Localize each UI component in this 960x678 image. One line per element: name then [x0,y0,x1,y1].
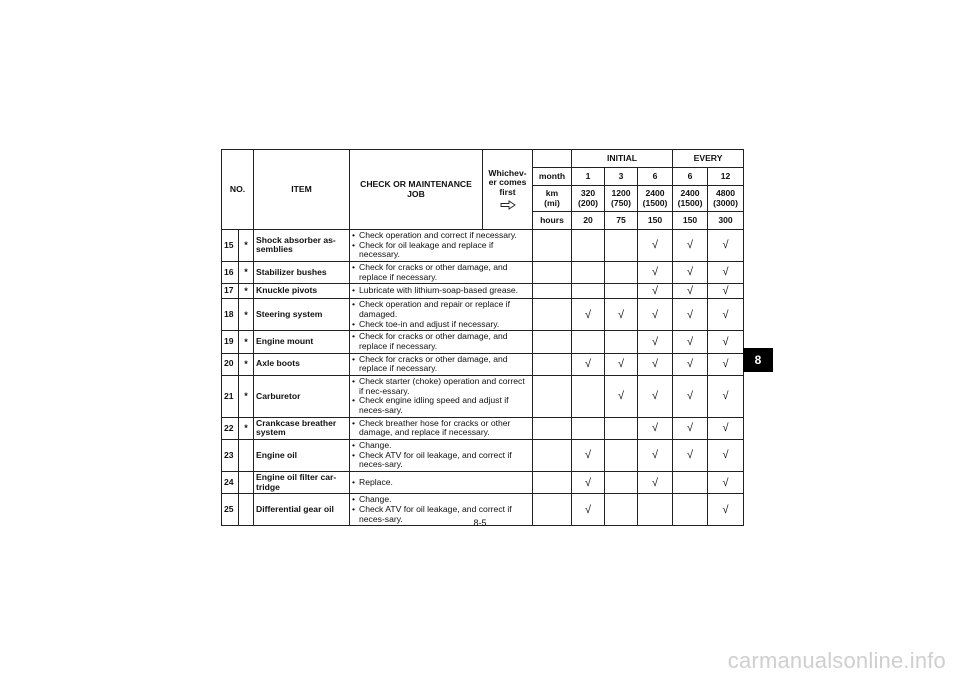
job-text: Check operation and repair or replace if damaged. [359,299,510,320]
interval-check: √ [708,353,744,375]
dealer-service-mark: * [239,230,254,262]
interval-check: √ [572,353,605,375]
job-line [352,451,530,470]
job-text: Change. [359,494,392,505]
section-tab: 8 [743,348,773,372]
job-text: Check operation and correct if necessary. [359,230,517,240]
interval-check: √ [708,230,744,262]
page-number: 8-5 [473,518,487,528]
interval-spacer [533,299,572,331]
table-row [222,472,744,494]
interval-check: √ [638,230,673,262]
bullet-icon: • [352,440,356,451]
bullet-icon: • [352,476,356,487]
row-jobs [350,353,533,375]
header-month-label: month [533,168,572,186]
row-number: 23 [222,440,239,472]
job-text: Check for cracks or other damage, and replace if necessary. [359,261,508,282]
row-number: 24 [222,472,239,494]
job-line [352,377,530,396]
row-number: 25 [222,494,239,526]
interval-check [572,261,605,283]
interval-check: √ [673,299,708,331]
dealer-service-mark: * [239,284,254,299]
interval-spacer [533,230,572,262]
interval-check [605,417,638,439]
interval-check: √ [638,472,673,494]
interval-check: √ [638,353,673,375]
interval-check [605,331,638,353]
hours-value: 20 [572,212,605,230]
row-item: Axle boots [254,353,350,375]
interval-check: √ [708,331,744,353]
row-item: Engine oil [254,440,350,472]
interval-check: √ [708,375,744,417]
header-check-job: CHECK OR MAINTENANCE JOB [350,150,483,230]
row-jobs [350,230,533,262]
month-value: 1 [572,168,605,186]
km-value: 4800 (3000) [708,186,744,212]
table-row [222,375,744,417]
interval-check [572,230,605,262]
row-jobs [350,284,533,299]
header-item: ITEM [254,150,350,230]
interval-check [605,440,638,472]
row-jobs [350,375,533,417]
row-jobs [350,261,533,283]
interval-check: √ [638,261,673,283]
interval-check: √ [708,261,744,283]
row-jobs [350,417,533,439]
interval-check: √ [605,375,638,417]
interval-spacer [533,417,572,439]
table-row [222,440,744,472]
row-item: Carburetor [254,375,350,417]
bullet-icon: • [352,318,356,329]
km-value: 320 (200) [572,186,605,212]
job-line [352,300,530,319]
interval-check: √ [638,331,673,353]
row-number: 17 [222,284,239,299]
job-line [352,263,530,282]
dealer-service-mark: * [239,331,254,353]
row-number: 15 [222,230,239,262]
job-text: Change. [359,440,392,451]
row-item: Crankcase breather system [254,417,350,439]
bullet-icon: • [352,504,356,514]
interval-check: √ [638,440,673,472]
interval-check: √ [572,472,605,494]
interval-check [673,472,708,494]
row-number: 16 [222,261,239,283]
table-row [222,331,744,353]
job-line [352,355,530,374]
dealer-service-mark: * [239,353,254,375]
bullet-icon: • [352,261,356,272]
job-line [352,419,530,438]
interval-check [572,284,605,299]
row-jobs [350,331,533,353]
job-text: Check for cracks or other damage, and replace if necessary. [359,331,508,351]
job-line [352,396,530,415]
maintenance-table [221,149,744,526]
arrow-right-icon [500,200,516,210]
interval-check: √ [673,230,708,262]
row-jobs [350,472,533,494]
job-text: Check breather hose for cracks or other damage, and replace if necessary. [359,417,511,438]
row-jobs [350,299,533,331]
bullet-icon: • [352,494,356,505]
bullet-icon: • [352,285,356,296]
dealer-service-mark [239,472,254,494]
header-whichever: Whichev- er comes first [483,150,533,230]
row-jobs [350,440,533,472]
interval-check: √ [673,417,708,439]
watermark: carmanualsonline.info [727,648,946,673]
dealer-service-mark: * [239,299,254,331]
dealer-service-mark: * [239,375,254,417]
job-line [352,241,530,260]
job-line [352,286,530,296]
interval-check: √ [572,440,605,472]
table-row [222,353,744,375]
interval-spacer [533,472,572,494]
interval-check [572,375,605,417]
interval-check: √ [638,299,673,331]
dealer-service-mark: * [239,417,254,439]
bullet-icon: • [352,449,356,460]
interval-spacer [533,353,572,375]
header-initial: INITIAL [572,150,673,168]
bullet-icon: • [352,299,356,310]
header-hours-label: hours [533,212,572,230]
interval-check [572,417,605,439]
interval-check [605,230,638,262]
job-text: Lubricate with lithium-soap-based grease. [359,285,519,296]
bullet-icon: • [352,417,356,428]
interval-check: √ [673,331,708,353]
table-row [222,417,744,439]
bullet-icon: • [352,376,356,387]
job-text: Check ATV for oil leakage, and correct if neces-sary. [359,449,512,470]
dealer-service-mark: * [239,261,254,283]
bullet-icon: • [352,395,356,406]
table-row [222,261,744,283]
bullet-icon: • [352,331,356,342]
job-text: Replace. [359,476,393,487]
interval-check: √ [572,494,605,526]
header-every: EVERY [673,150,744,168]
hours-value: 150 [673,212,708,230]
km-value: 2400 (1500) [638,186,673,212]
interval-spacer [533,284,572,299]
interval-check: √ [708,299,744,331]
row-number: 21 [222,375,239,417]
interval-check: √ [673,353,708,375]
header-no: NO. [222,150,254,230]
interval-spacer [533,261,572,283]
interval-check [605,284,638,299]
maintenance-rows [222,230,744,526]
row-number: 20 [222,353,239,375]
interval-check: √ [638,417,673,439]
bullet-icon: • [352,230,356,240]
table-row [222,230,744,262]
interval-check: √ [708,494,744,526]
job-line [352,478,530,488]
interval-spacer [533,331,572,353]
hours-value: 75 [605,212,638,230]
row-number: 19 [222,331,239,353]
row-item: Steering system [254,299,350,331]
interval-check: √ [673,440,708,472]
interval-check: √ [708,417,744,439]
row-item: Stabilizer bushes [254,261,350,283]
month-value: 3 [605,168,638,186]
row-item: Engine mount [254,331,350,353]
interval-check [605,261,638,283]
job-text: Check ATV for oil leakage, and correct if neces-sary. [359,504,512,524]
bullet-icon: • [352,239,356,250]
row-item: Engine oil filter car-tridge [254,472,350,494]
interval-check [572,331,605,353]
interval-spacer [533,375,572,417]
interval-check: √ [673,375,708,417]
month-value: 6 [673,168,708,186]
month-value: 6 [638,168,673,186]
interval-check: √ [605,299,638,331]
row-number: 22 [222,417,239,439]
interval-check [605,472,638,494]
job-text: Check for oil leakage and replace if necessary. [359,239,494,260]
interval-check: √ [673,284,708,299]
hours-value: 150 [638,212,673,230]
table-row [222,284,744,299]
km-value: 1200 (750) [605,186,638,212]
interval-check: √ [572,299,605,331]
interval-check: √ [708,284,744,299]
bullet-icon: • [352,353,356,364]
km-value: 2400 (1500) [673,186,708,212]
job-text: Check for cracks or other damage, and replace if necessary. [359,353,508,374]
job-text: Check toe-in and adjust if necessary. [359,318,500,329]
job-line [352,332,530,351]
row-item: Knuckle pivots [254,284,350,299]
row-item: Differential gear oil [254,494,350,526]
job-text: Check engine idling speed and adjust if neces-sary. [359,395,509,415]
row-item: Shock absorber as-semblies [254,230,350,262]
interval-check: √ [638,284,673,299]
table-row [222,299,744,331]
interval-check: √ [673,261,708,283]
hours-value: 300 [708,212,744,230]
interval-check: √ [708,440,744,472]
interval-spacer [533,440,572,472]
job-line [352,320,530,330]
row-number: 18 [222,299,239,331]
interval-check: √ [638,375,673,417]
interval-check: √ [708,472,744,494]
job-text: Check starter (choke) operation and correct if nec-essary. [359,376,525,396]
month-value: 12 [708,168,744,186]
dealer-service-mark [239,440,254,472]
maintenance-chart [221,149,744,526]
header-km-label: km (mi) [533,186,572,212]
interval-check: √ [605,353,638,375]
